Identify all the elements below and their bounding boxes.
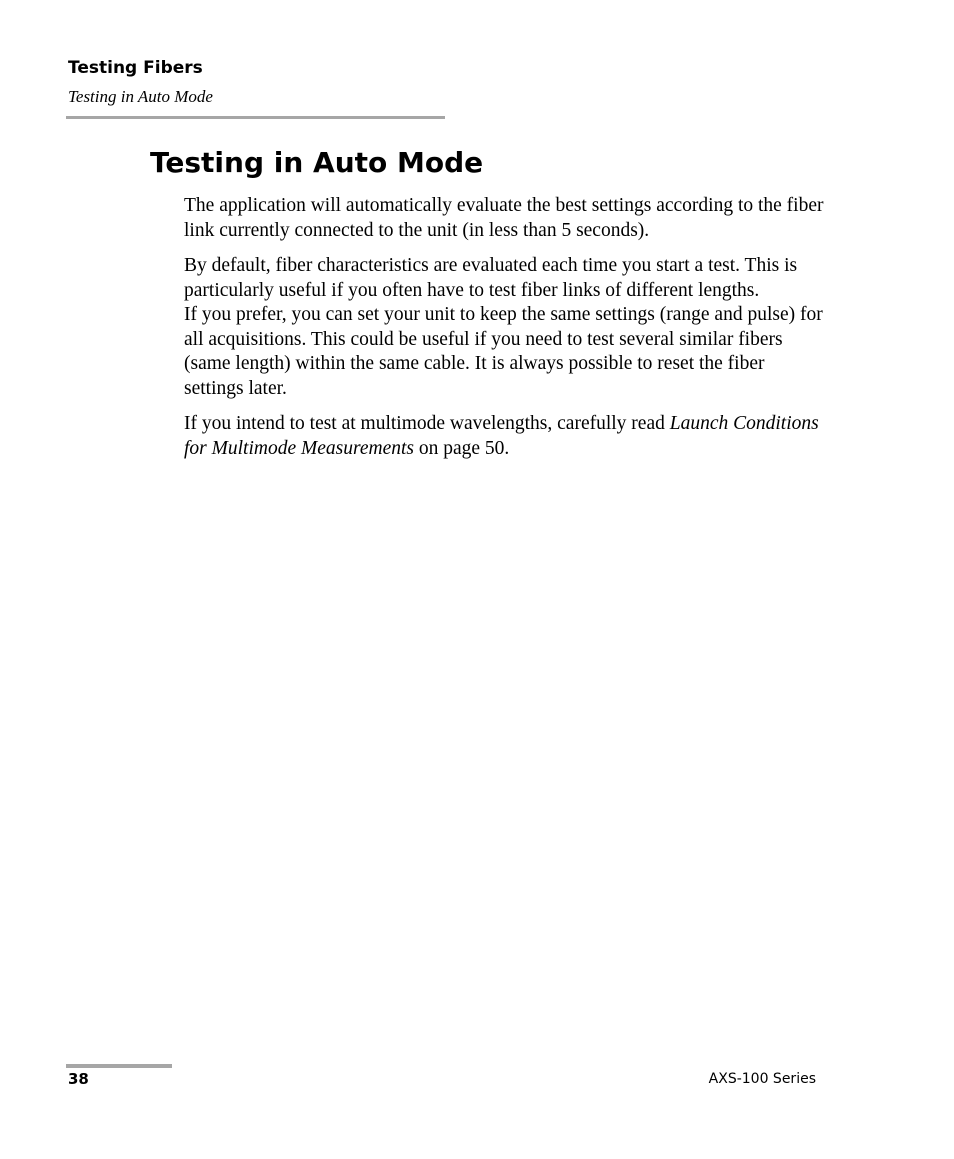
page-number: 38 [68,1070,89,1088]
paragraph-auto-evaluation: The application will automatically evaluate the best settings according to the fiber link currently connected to the unit (in less than 5 seconds). [184,195,824,241]
paragraph-default-behavior: By default, fiber characteristics are evaluated each time you start a test. This is particularly useful if you often have to test fiber links of different lengths. [184,255,798,301]
page-title: Testing in Auto Mode [150,146,484,179]
running-header-chapter: Testing Fibers [68,58,203,78]
body-text [184,194,824,461]
paragraph-keep-settings: If you prefer, you can set your unit to keep the same settings (range and pulse) for all acquisitions. This could be useful if you need to test several similar fibers (same length) within the same cable. It is always possible to reset the fiber settings later. [184,304,823,399]
paragraph-multimode-note [184,412,824,461]
product-name: AXS-100 Series [708,1071,816,1087]
multimode-note-page-ref: on page 50. [414,437,510,459]
multimode-note-text: If you intend to test at multimode wavelengths, carefully read [184,413,670,434]
header-divider [66,116,445,119]
running-header-section: Testing in Auto Mode [68,87,213,106]
cross-reference-link[interactable]: Launch Conditions for Multimode Measurements [184,413,819,459]
footer-divider [66,1064,172,1068]
